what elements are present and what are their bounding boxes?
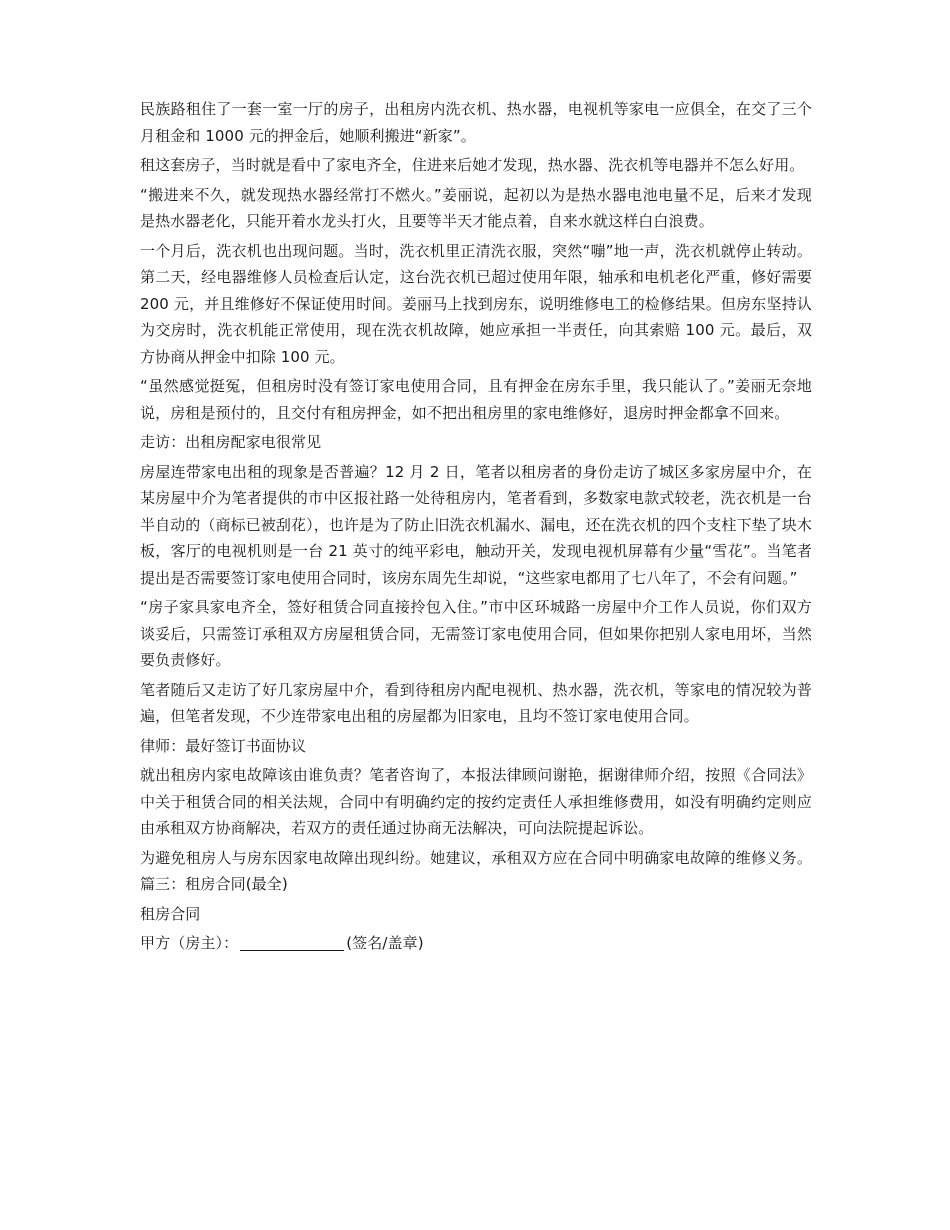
party-a-line <box>140 930 812 957</box>
paragraph-2: 租这套房子，当时就是看中了家电齐全，住进来后她才发现，热水器、洗衣机等电器并不怎么好用。 <box>140 156 805 174</box>
party-a-signature-blank[interactable] <box>240 932 344 951</box>
paragraph-3: “搬进来不久，就发现热水器经常打不燃火。”姜丽说，起初以为是热水器电池电量不足，后来才发现是热水器老化，只能开着水龙头打火，且要等半天才能点着，自来水就这样白白浪费。 <box>140 185 812 230</box>
paragraph-6: 房屋连带家电出租的现象是否普遍？12 月 2 日，笔者以租房者的身份走访了城区多家房屋中介，在某房屋中介为笔者提供的市中区报社路一处待租房内，笔者看到，多数家电款式较老，洗衣机是一台半自动的（商标已被刮花），也许是为了防止旧洗衣机漏水、漏电，还在洗衣机的四个支柱下垫了块木板，客厅的电视机则是一台 21 英寸的纯平彩电，触动开关，发现电视机屏幕有少量“雪花”。当笔者提出是否需要签订家电使用合同时，该房东周先生却说，“这些家电都用了七八年了，不会有问题。” <box>140 462 813 587</box>
paragraph-1: 民族路租住了一套一室一厅的房子，出租房内洗衣机、热水器，电视机等家电一应俱全，在交了三个月租金和 1000 元的押金后，她顺利搬进“新家”。 <box>140 100 812 145</box>
contract-title: 租房合同 <box>140 904 201 923</box>
paragraph-5: “虽然感觉挺冤，但租房时没有签订家电使用合同，且有押金在房东手里，我只能认了。”姜丽无奈地说，房租是预付的，且交付有租房押金，如不把出租房里的家电维修好，退房时押金都拿不回来。 <box>140 377 812 422</box>
paragraph-8: 笔者随后又走访了好几家房屋中介，看到待租房内配电视机、热水器，洗衣机，等家电的情况较为普遍，但笔者发现，不少连带家电出租的房屋都为旧家电，且均不签订家电使用合同。 <box>140 680 812 725</box>
section-heading-visit: 走访：出租房配家电很常见 <box>140 433 322 451</box>
party-a-label: 甲方（房主）： <box>140 934 239 952</box>
paragraph-7: “房子家具家电齐全，签好租赁合同直接拎包入住。”市中区环城路一房屋中介工作人员说，你们双方谈妥后，只需签订承租双方房屋租赁合同，无需签订家电使用合同，但如果你把别人家电用坏，当然要负责修好。 <box>140 598 812 669</box>
paragraph-4: 一个月后，洗衣机也出现问题。当时，洗衣机里正清洗衣服，突然“嘣”地一声，洗衣机就停止转动。第二天，经电器维修人员检查后认定，这台洗衣机已超过使用年限，轴承和电机老化严重，修好需要 200 元，并且维修好不保证使用时间。姜丽马上找到房东，说明维修电工的检修结果。但房东坚持认为交房时，洗衣机能正常使用，现在洗衣机故障，她应承担一半责任，向其索赔 100 元。最后，双方协商从押金中扣除 100 元。 <box>140 241 812 366</box>
paragraph-9: 就出租房内家电故障该由谁负责？笔者咨询了，本报法律顾问谢艳，据谢律师介绍，按照《合同法》中关于租赁合同的相关法规，合同中有明确约定的按约定责任人承担维修费用，如没有明确约定则应由承租双方协商解决，若双方的责任通过协商无法解决，可向法院提起诉讼。 <box>140 766 812 837</box>
party-a-suffix: (签名/盖章) <box>346 934 424 952</box>
section-heading-lawyer: 律师：最好签订书面协议 <box>140 736 307 755</box>
paragraph-10: 为避免租房人与房东因家电故障出现纠纷。她建议，承租双方应在合同中明确家电故障的维修义务。篇三：租房合同(最全) <box>140 848 812 893</box>
document-page <box>140 96 812 957</box>
